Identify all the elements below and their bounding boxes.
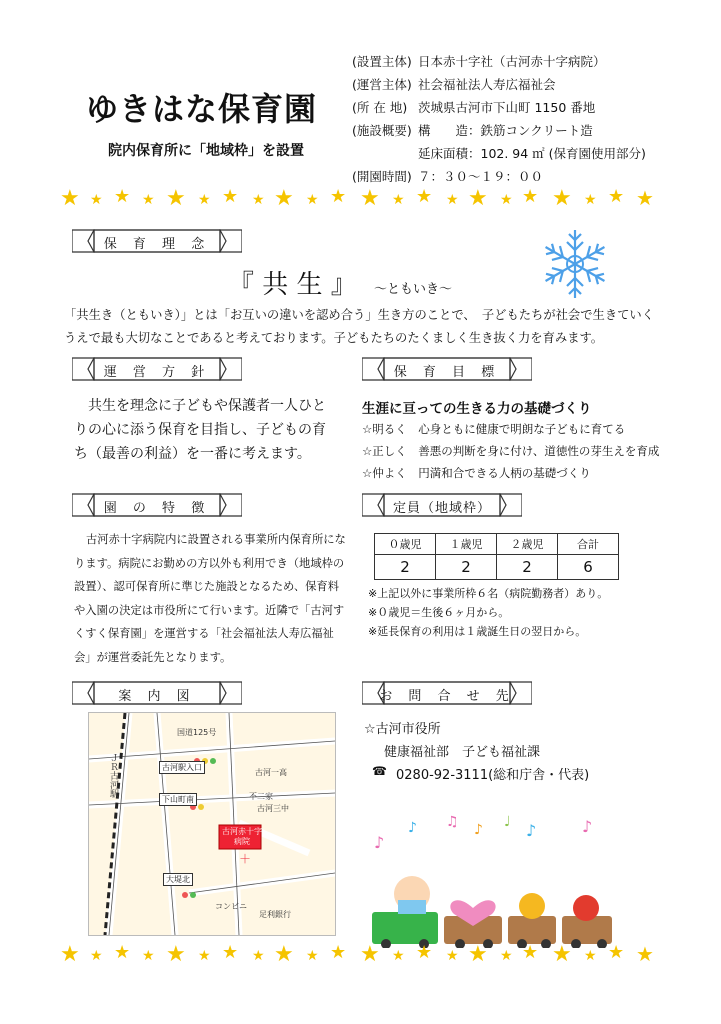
section-banner-goals <box>362 356 532 382</box>
info-row <box>352 52 606 70</box>
table-header-cell: 合計 <box>558 534 619 555</box>
svg-text:♪: ♪ <box>526 821 537 840</box>
section-banner-policy <box>72 356 242 382</box>
map-label-shimoyama: 下山町南 <box>159 793 197 806</box>
star-icon: ★ <box>392 948 405 964</box>
star-icon: ★ <box>114 186 131 207</box>
page-subtitle: 院内保育所に「地域枠」を設置 <box>108 143 304 159</box>
star-icon: ★ <box>584 948 597 964</box>
table-row <box>375 555 619 580</box>
star-icon: ★ <box>416 942 433 963</box>
map-label-route: 国道125号 <box>177 728 217 737</box>
page-title: ゆきはな保育園 <box>86 90 318 128</box>
star-icon: ★ <box>330 942 347 963</box>
map-label-fudou: 不二家 <box>249 792 273 801</box>
table-header-row <box>375 534 619 555</box>
policy-text: 共生を理念に子どもや保護者一人ひとりの心に添う保育を目指し、子どもの育ち（最善の利益）を一番に考えます。 <box>74 398 326 462</box>
info-value: 社会福祉法人寿広福祉会 <box>418 77 556 92</box>
map-label-bank: 足利銀行 <box>259 910 291 919</box>
motto: 『 共 生 』 <box>228 270 357 300</box>
star-row-bottom <box>60 942 660 966</box>
star-icon: ★ <box>446 192 459 208</box>
contact-dept: 健康福祉部 子ども福祉課 <box>384 745 541 760</box>
section-heading: 園 の 特 徴 <box>103 501 211 516</box>
star-icon: ★ <box>636 942 654 966</box>
star-icon: ★ <box>198 192 211 208</box>
goal-item: ☆仲よく 円満和合できる人柄の基礎づくり <box>362 466 591 480</box>
star-icon: ★ <box>306 192 319 208</box>
table-header-cell: １歳児 <box>436 534 497 555</box>
info-value: 茨城県古河市下山町 1150 番地 <box>418 100 596 115</box>
section-heading: 保 育 理 念 <box>103 237 211 252</box>
star-icon: ★ <box>274 942 294 967</box>
star-icon: ★ <box>330 186 347 207</box>
svg-text:♪: ♪ <box>474 822 483 838</box>
info-value: 構 造：鉄筋コンクリート造 <box>418 123 593 138</box>
star-icon: ★ <box>252 192 265 208</box>
star-icon: ★ <box>584 192 597 208</box>
capacity-note: ※上記以外に事業所枠６名（病院勤務者）あり。 <box>368 587 609 600</box>
star-icon: ★ <box>142 948 155 964</box>
star-icon: ★ <box>90 948 103 964</box>
star-icon: ★ <box>500 948 513 964</box>
star-row-top <box>60 186 660 210</box>
star-icon: ★ <box>552 942 572 967</box>
map-roads <box>89 713 335 935</box>
features-text: 古河赤十字病院内に設置される事業所内保育所になります。病院にお勤めの方以外も利用でき（地域枠の設置）、認可保育所に準じた施設となるため、保育料や入園の決定は市役所にて行います。近隣で「古河すくすく保育園」を運営する「社会福祉法人寿広福祉会」が運営委託先となります。 <box>74 533 346 664</box>
star-icon: ★ <box>142 192 155 208</box>
svg-text:♪: ♪ <box>374 833 385 852</box>
map-label-east: 古河駅入口 <box>159 761 205 774</box>
star-icon: ★ <box>274 186 294 211</box>
table-cell: 2 <box>375 555 436 580</box>
table-cell: 2 <box>497 555 558 580</box>
capacity-note: ※０歳児＝生後６ヶ月から。 <box>368 606 510 619</box>
star-icon: ★ <box>522 186 539 207</box>
section-heading: 運 営 方 針 <box>103 365 211 380</box>
section-heading: 案 内 図 <box>118 689 196 704</box>
section-banner-capacity <box>362 492 522 518</box>
star-icon: ★ <box>500 192 513 208</box>
table-cell: 2 <box>436 555 497 580</box>
goal-item: ☆明るく 心身ともに健康で明朗な子どもに育てる <box>362 422 626 436</box>
star-icon: ★ <box>252 948 265 964</box>
snowflake-icon <box>537 226 613 302</box>
info-label: (所 在 地) <box>352 100 408 115</box>
table-header-cell: ０歳児 <box>375 534 436 555</box>
star-icon: ★ <box>306 948 319 964</box>
star-icon: ★ <box>468 186 488 211</box>
section-banner-features <box>72 492 242 518</box>
map-label-taiyo: 大堤北 <box>163 873 193 886</box>
info-value: 日本赤十字社（古河赤十字病院） <box>418 54 606 69</box>
svg-text:♩: ♩ <box>504 814 511 830</box>
star-icon: ★ <box>552 186 572 211</box>
map-label-conv: コンビニ <box>215 902 247 911</box>
star-icon: ★ <box>166 186 186 211</box>
contact-office: ☆古河市役所 <box>364 722 441 737</box>
star-icon: ★ <box>198 948 211 964</box>
section-banner-contact <box>362 680 532 706</box>
info-row <box>352 98 595 116</box>
svg-text:♫: ♫ <box>446 814 459 830</box>
section-banner-map <box>72 680 242 706</box>
star-icon: ★ <box>446 948 459 964</box>
section-heading: 保 育 目 標 <box>393 365 501 380</box>
map-label-school3: 古河三中 <box>257 804 289 813</box>
star-icon: ★ <box>468 942 488 967</box>
motto-reading: ～ともいき～ <box>374 282 453 297</box>
table-cell: 6 <box>558 555 619 580</box>
svg-text:＋: ＋ <box>239 852 252 866</box>
table-header-cell: ２歳児 <box>497 534 558 555</box>
info-row <box>352 75 556 93</box>
map-label-station: ＪＲ古河駅 <box>108 753 118 798</box>
train-illustration <box>364 808 664 948</box>
info-label: (設置主体) <box>352 54 412 69</box>
info-row <box>352 144 646 162</box>
star-icon: ★ <box>222 186 239 207</box>
star-icon: ★ <box>360 186 380 211</box>
info-row <box>352 121 593 139</box>
svg-text:♪: ♪ <box>582 817 593 836</box>
capacity-note: ※延長保育の利用は１歳誕生日の翌日から。 <box>368 625 587 638</box>
phone-icon: ☎ <box>372 764 387 778</box>
info-label: (運営主体) <box>352 77 412 92</box>
star-icon: ★ <box>114 942 131 963</box>
contact-phone: 0280-92-3111(総和庁舎・代表) <box>396 768 590 783</box>
star-icon: ★ <box>608 186 625 207</box>
capacity-table <box>374 533 619 580</box>
star-icon: ★ <box>222 942 239 963</box>
section-banner-philosophy <box>72 228 242 254</box>
info-label: (施設概要) <box>352 123 412 138</box>
goal-item: ☆正しく 善悪の判断を身に付け、道徳性の芽生えを育成 <box>362 444 660 458</box>
access-map <box>88 712 336 936</box>
star-icon: ★ <box>392 192 405 208</box>
star-icon: ★ <box>608 942 625 963</box>
star-icon: ★ <box>522 942 539 963</box>
section-heading: お 問 合 せ 先 <box>379 689 515 704</box>
section-heading: 定員（地域枠） <box>392 501 491 516</box>
philosophy-text: 「共生き（ともいき）」とは「お互いの違いを認め合う」生き方のことで、 子どもたちが社会で生きていくうえで最も大切なことであると考えております。子どもたちのたくましく生き抜く力を育みます。 <box>64 308 655 345</box>
info-label: (開園時間) <box>352 169 412 184</box>
info-value: 延床面積：102. 94 ㎡ (保育園使用部分) <box>418 146 646 161</box>
star-icon: ★ <box>360 942 380 967</box>
star-icon: ★ <box>90 192 103 208</box>
map-label-hospital: 古河赤十字病院 <box>222 827 262 846</box>
star-icon: ★ <box>60 186 80 211</box>
star-icon: ★ <box>636 186 654 210</box>
info-row <box>352 167 543 185</box>
star-icon: ★ <box>416 186 433 207</box>
star-icon: ★ <box>60 942 80 967</box>
info-value: ７：３０～１９：００ <box>418 169 544 184</box>
star-icon: ★ <box>166 942 186 967</box>
goals-lead: 生涯に亘っての生きる力の基礎づくり <box>362 401 592 417</box>
svg-text:♪: ♪ <box>408 820 417 836</box>
map-label-school1: 古河一高 <box>255 768 287 777</box>
